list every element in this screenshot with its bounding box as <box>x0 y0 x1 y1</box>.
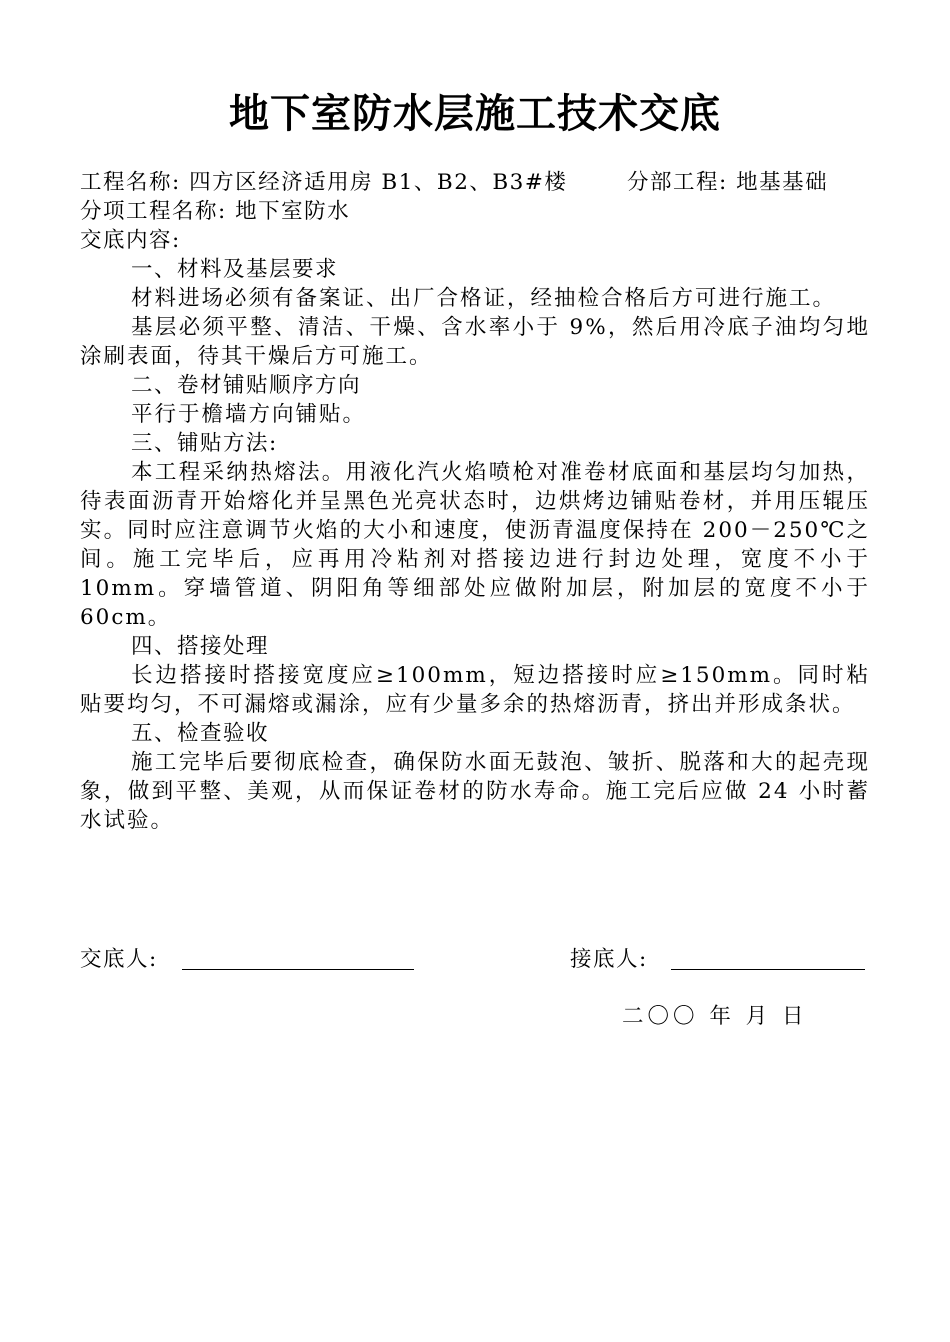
signature-row <box>80 944 870 976</box>
section-5-paragraph-1: 施工完毕后要彻底检查，确保防水面无鼓泡、皱折、脱落和大的起壳现象，做到平整、美观，从而保证卷材的防水寿命。施工完后应做 24 小时蓄水试验。 <box>80 750 870 833</box>
subitem-name: 分项工程名称: 地下室防水 <box>80 199 351 224</box>
date-line: 二〇〇 年 月 日 <box>622 1004 808 1029</box>
section-2-paragraph-1: 平行于檐墙方向铺贴。 <box>131 402 367 427</box>
document-title: 地下室防水层施工技术交底 <box>229 91 721 137</box>
division-name: 分部工程: 地基基础 <box>627 170 829 195</box>
section-1-heading: 一、材料及基层要求 <box>131 257 339 282</box>
receiver-label: 接底人: <box>570 947 648 972</box>
section-2-heading: 二、卷材铺贴顺序方向 <box>131 373 362 398</box>
project-name: 工程名称: 四方区经济适用房 B1、B2、B3#楼 <box>80 170 568 195</box>
issuer-label: 交底人: <box>80 947 158 972</box>
section-5-heading: 五、检查验收 <box>131 721 270 746</box>
document-body <box>80 168 870 835</box>
section-1-paragraph-1: 材料进场必须有备案证、出厂合格证，经抽检合格后方可进行施工。 <box>131 286 837 311</box>
section-3-heading: 三、铺贴方法: <box>131 431 278 456</box>
project-info-row <box>80 168 870 197</box>
receiver-signature-line <box>671 969 865 970</box>
section-4-paragraph-1: 长边搭接时搭接宽度应≥100mm，短边搭接时应≥150mm。同时粘贴要均匀，不可漏熔或漏涂，应有少量多余的热熔沥青，挤出并形成条状。 <box>80 663 870 717</box>
section-3-paragraph-1: 本工程采纳热熔法。用液化汽火焰喷枪对准卷材底面和基层均匀加热，待表面沥青开始熔化并呈黑色光亮状态时，边烘烤边铺贴卷材，并用压辊压实。同时应注意调节火焰的大小和速度，使沥青温度保持在 200－250℃之间。施工完毕后，应再用冷粘剂对搭接边进行封边处理，宽度不小于 10mm。穿墙管道、阴阳角等细部处应做附加层，附加层的宽度不小于 60cm。 <box>80 460 870 630</box>
section-1-paragraph-2: 基层必须平整、清洁、干燥、含水率小于 9%，然后用冷底子油均匀地涂刷表面，待其干燥后方可施工。 <box>80 315 870 369</box>
section-4-heading: 四、搭接处理 <box>131 634 270 659</box>
issuer-signature-line <box>182 969 414 970</box>
content-label: 交底内容: <box>80 228 181 253</box>
